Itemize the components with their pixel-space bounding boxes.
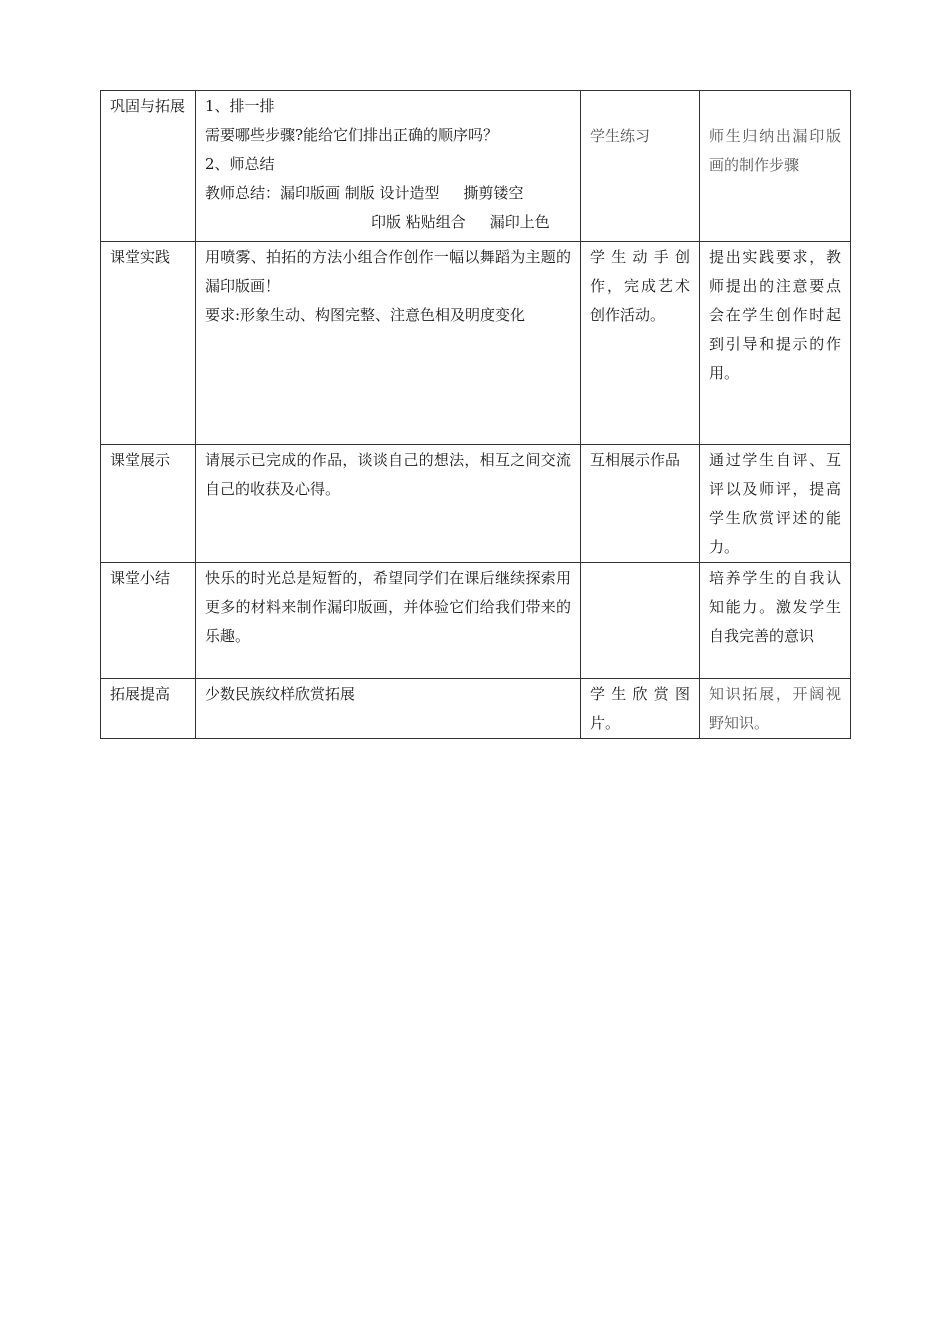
student-cell xyxy=(581,679,700,739)
summary-part: 印版 粘贴组合 xyxy=(371,213,466,231)
student-activity: 互相展示作品 xyxy=(590,451,681,469)
intent-cell xyxy=(700,445,851,563)
content-line: 要求:形象生动、构图完整、注意色相及明度变化 xyxy=(205,306,526,324)
stage-label: 拓展提高 xyxy=(110,685,171,703)
content-line: 1、排一排 xyxy=(205,97,275,115)
lesson-plan-table xyxy=(100,90,851,739)
summary-part: 漏印上色 xyxy=(489,213,550,231)
content-cell xyxy=(196,91,581,242)
design-intent: 提出实践要求，教师提出的注意要点会在学生创作时起到引导和提示的作用。 xyxy=(709,248,841,382)
content-line: 快乐的时光总是短暂的，希望同学们在课后继续探索用更多的材料来制作漏印版画，并体验它们给我们带来的乐趣。 xyxy=(205,569,571,645)
stage-label: 课堂实践 xyxy=(110,248,171,266)
content-line: 请展示已完成的作品，谈谈自己的想法，相互之间交流自己的收获及心得。 xyxy=(205,451,571,498)
table-row xyxy=(101,91,851,242)
student-cell xyxy=(581,563,700,679)
stage-cell xyxy=(101,445,196,563)
student-cell xyxy=(581,91,700,242)
content-line: 少数民族纹样欣赏拓展 xyxy=(205,685,356,703)
table-row xyxy=(101,242,851,445)
intent-cell xyxy=(700,91,851,242)
table-row xyxy=(101,563,851,679)
design-intent: 师生归纳出漏印版画的制作步骤 xyxy=(709,127,841,174)
content-line-summary xyxy=(205,208,571,237)
content-line-summary xyxy=(205,179,571,208)
content-cell xyxy=(196,242,581,445)
stage-cell xyxy=(101,563,196,679)
summary-part: 撕剪镂空 xyxy=(463,184,524,202)
content-line: 用喷雾、拍拓的方法小组合作创作一幅以舞蹈为主题的漏印版画！ xyxy=(205,248,571,295)
content-cell xyxy=(196,563,581,679)
design-intent: 培养学生的自我认知能力。激发学生自我完善的意识 xyxy=(709,569,841,645)
intent-cell xyxy=(700,679,851,739)
table-row xyxy=(101,679,851,739)
stage-cell xyxy=(101,679,196,739)
stage-label: 课堂展示 xyxy=(110,451,171,469)
student-cell xyxy=(581,445,700,563)
design-intent: 通过学生自评、互评以及师评，提高学生欣赏评述的能力。 xyxy=(709,451,841,556)
table-row xyxy=(101,445,851,563)
stage-cell xyxy=(101,242,196,445)
content-line: 2、师总结 xyxy=(205,155,275,173)
intent-cell xyxy=(700,242,851,445)
summary-part: 教师总结：漏印版画 制版 设计造型 xyxy=(205,184,440,202)
stage-cell xyxy=(101,91,196,242)
student-activity: 学生练习 xyxy=(590,127,651,145)
student-activity: 学生动手创作，完成艺术创作活动。 xyxy=(590,248,690,324)
content-cell xyxy=(196,679,581,739)
stage-label: 巩固与拓展 xyxy=(110,97,186,115)
design-intent: 知识拓展，开阔视野知识。 xyxy=(709,685,841,732)
intent-cell xyxy=(700,563,851,679)
student-cell xyxy=(581,242,700,445)
content-line: 需要哪些步骤?能给它们排出正确的顺序吗？ xyxy=(205,126,499,144)
content-cell xyxy=(196,445,581,563)
stage-label: 课堂小结 xyxy=(110,569,171,587)
student-activity: 学生欣赏图片。 xyxy=(590,685,690,732)
